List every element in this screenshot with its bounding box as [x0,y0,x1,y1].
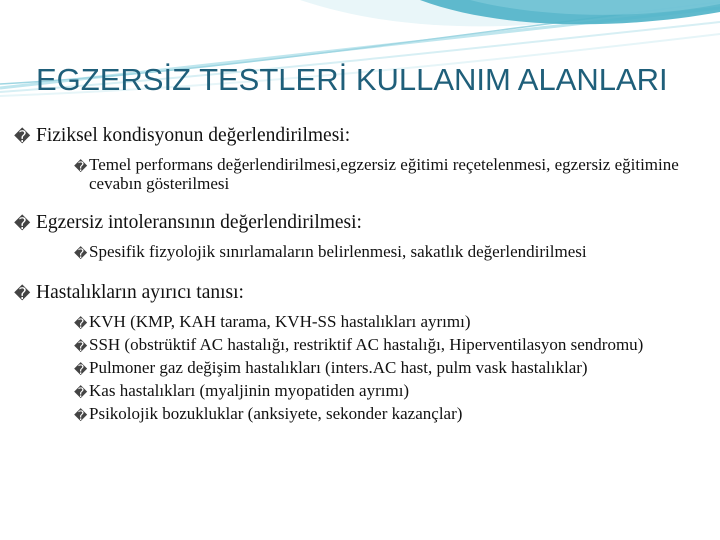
bullet-icon: � [14,286,31,303]
list-item [74,242,704,263]
list-item [74,404,704,425]
bullet-icon: � [74,246,88,261]
list-item [74,155,704,193]
section-physical-condition [14,124,704,193]
bullet-icon: � [74,385,88,400]
list-item [74,335,704,356]
section-heading [14,211,704,236]
list-item-text: Temel performans değerlendirilmesi,egzersiz eğitimi reçetelenmesi, egzersiz eğitimine cevabın gösterilmesi [89,155,679,193]
list-item-text: Spesifik fizyolojik sınırlamaların belirlenmesi, sakatlık değerlendirilmesi [89,242,587,261]
section-differential-diagnosis [14,281,704,425]
section-heading [14,124,704,149]
bullet-icon: � [74,316,88,331]
page-title: EGZERSİZ TESTLERİ KULLANIM ALANLARI [36,62,668,97]
list-item [74,312,704,333]
list-item [74,358,704,379]
list-item-text: Kas hastalıkları (myaljinin myopatiden ayrımı) [89,381,410,400]
section-heading [14,281,704,306]
section-heading-text: Fiziksel kondisyonun değerlendirilmesi: [36,125,351,146]
list-item-text: Psikolojik bozukluklar (anksiyete, sekonder kazançlar) [89,404,463,423]
bullet-icon: � [14,129,31,146]
bullet-icon: � [74,408,88,423]
bullet-icon: � [14,216,31,233]
list-item-text: SSH (obstrüktif AC hastalığı, restriktif AC hastalığı, Hiperventilasyon sendromu) [89,335,644,354]
list-item-text: KVH (KMP, KAH tarama, KVH-SS hastalıkları ayrımı) [89,312,471,331]
list-item-text: Pulmoner gaz değişim hastalıkları (inters.AC hast, pulm vask hastalıklar) [89,358,588,377]
list-item [74,381,704,402]
section-exercise-intolerance [14,211,704,263]
bullet-icon: � [74,362,88,377]
bullet-icon: � [74,159,88,174]
content-body [14,124,704,427]
bullet-icon: � [74,339,88,354]
section-heading-text: Egzersiz intoleransının değerlendirilmesi: [36,212,362,233]
section-heading-text: Hastalıkların ayırıcı tanısı: [36,282,244,303]
